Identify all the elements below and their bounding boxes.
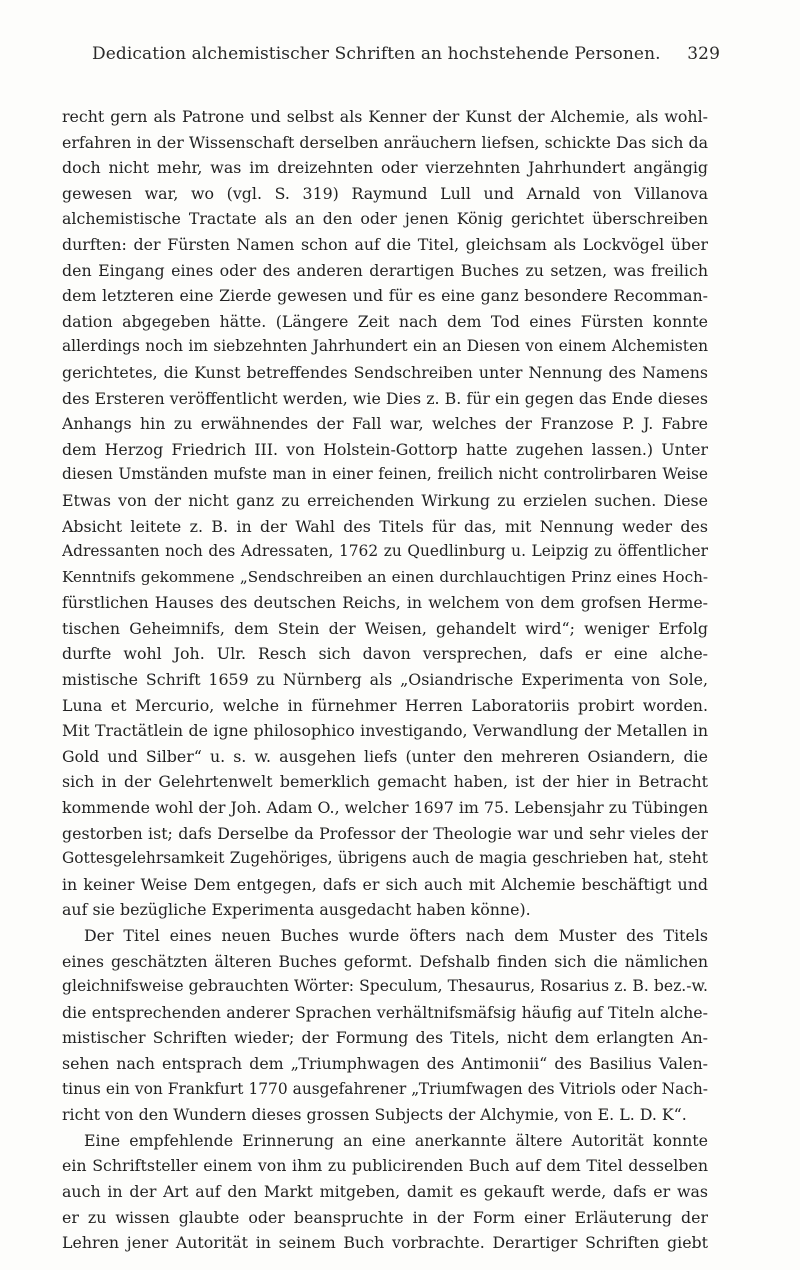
text-line: sich in der Gelehrtenwelt bemerklich gemacht haben, ist der hier in Betracht [62,772,708,792]
text-line: den Eingang eines oder des anderen derartigen Buches zu setzen, was freilich [62,260,708,280]
paragraph-last-line: richt von den Wundern dieses grossen Subjects der Alchymie, von E. L. D. K“. [62,1105,687,1125]
text-line: des Ersteren veröffentlicht werden, wie Dies z. B. für ein gegen das Ende dieses [62,388,708,408]
text-line: mistische Schrift 1659 zu Nürnberg als „Osiandrische Experimenta von Sole, [62,670,708,690]
text-line: recht gern als Patrone und selbst als Kenner der Kunst der Alchemie, als wohl- [62,107,708,126]
text-line: auch in der Art auf den Markt mitgeben, damit es gekauft werde, dafs er was [62,1181,708,1201]
text-line: Anhangs hin zu erwähnendes der Fall war, welches der Franzose P. J. Fabre [62,414,708,434]
text-line: diesen Umständen mufste man in einer feinen, freilich nicht controlirbaren Weise [62,465,708,484]
text-line: alchemistische Tractate als an den oder jenen König gerichtet überschreiben [62,209,708,229]
text-line: gleichnifsweise gebrauchten Wörter: Speculum, Thesaurus, Rosarius z. B. bez.-w. [62,977,708,996]
text-line: gestorben ist; dafs Derselbe da Professor der Theologie war und sehr vieles der [62,823,708,843]
text-line: tinus ein von Frankfurt 1770 ausgefahrener „Triumfwagen des Vitriols oder Nach- [62,1079,708,1098]
text-line: doch nicht mehr, was im dreizehnten oder vierzehnten Jahrhundert angängig [62,158,708,178]
text-line: ein Schriftsteller einem von ihm zu publicirenden Buch auf dem Titel desselben [62,1156,708,1176]
text-line: er zu wissen glaubte oder beanspruchte in der Form einer Erläuterung der [62,1207,708,1227]
page-number: 329 [687,44,720,64]
text-line: Adressanten noch des Adressaten, 1762 zu Quedlinburg u. Leipzig zu öffentlicher [62,542,708,561]
text-line: tischen Geheimnifs, dem Stein der Weisen, gehandelt wird“; weniger Erfolg [62,618,708,638]
text-line: kommende wohl der Joh. Adam O., welcher 1697 im 75. Lebensjahr zu Tübingen [62,798,708,818]
text-line: Absicht leitete z. B. in der Wahl des Titels für das, mit Nennung weder des [62,516,708,536]
text-line: durften: der Fürsten Namen schon auf die Titel, gleichsam als Lockvögel über [62,234,708,254]
text-line: durfte wohl Joh. Ulr. Resch sich davon versprechen, dafs er eine alche- [62,644,708,664]
text-line: die entsprechenden anderer Sprachen verhältnifsmäfsig häufig auf Titeln alche- [62,1002,708,1022]
text-line: Kenntnifs gekommene „Sendschreiben an einen durchlauchtigen Prinz eines Hoch- [62,567,708,586]
text-line: dem letzteren eine Zierde gewesen und für es eine ganz besondere Recomman- [62,286,708,306]
text-line: gerichtetes, die Kunst betreffendes Sendschreiben unter Nennung des Namens [62,362,708,382]
text-line: Luna et Mercurio, welche in fürnehmer Herren Laboratoriis probirt worden. [62,695,708,715]
text-line: dem Herzog Friedrich III. von Holstein-Gottorp hatte zugehen lassen.) Unter [62,439,708,459]
paragraph-first-line: Der Titel eines neuen Buches wurde öfters nach dem Muster des Titels [84,926,708,945]
text-line: eines geschätzten älteren Buches geformt. Defshalb finden sich die nämlichen [62,951,708,971]
text-line: allerdings noch im siebzehnten Jahrhundert ein an Diesen von einem Alchemisten [62,337,708,356]
text-line: fürstlichen Hauses des deutschen Reichs, in welchem von dem grofsen Herme- [62,593,708,613]
text-line: dation abgegeben hätte. (Längere Zeit nach dem Tod eines Fürsten konnte [62,311,708,331]
text-line: erfahren in der Wissenschaft derselben anräuchern liefsen, schickte Das sich da [62,132,708,152]
running-head-title: Dedication alchemistischer Schriften an hochstehende Personen. [92,44,661,64]
text-line: mistischer Schriften wieder; der Formung des Titels, nicht dem erlangten An- [62,1028,708,1048]
text-line: Gold und Silber“ u. s. w. ausgehen liefs (unter den mehreren Osiandern, die [62,746,708,766]
text-line: sehen nach entsprach dem „Triumphwagen des Antimonii“ des Basilius Valen- [62,1053,708,1073]
text-line: gewesen war, wo (vgl. S. 319) Raymund Lull und Arnald von Villanova [62,183,708,203]
text-line: Lehren jener Autorität in seinem Buch vorbrachte. Derartiger Schriften giebt [62,1233,708,1253]
paragraph-last-line: auf sie bezügliche Experimenta ausgedacht haben könne). [62,900,531,920]
body-text [62,104,708,1256]
text-line: Etwas von der nicht ganz zu erreichenden Wirkung zu erzielen suchen. Diese [62,490,708,510]
text-line: Gottesgelehrsamkeit Zugehöriges, übrigens auch de magia geschrieben hat, steht [62,849,708,868]
paragraph-first-line: Eine empfehlende Erinnerung an eine anerkannte ältere Autorität konnte [84,1130,708,1150]
text-line: in keiner Weise Dem entgegen, dafs er sich auch mit Alchemie beschäftigt und [62,874,708,894]
running-head [92,44,720,74]
text-line: Mit Tractätlein de igne philosophico investigando, Verwandlung der Metallen in [62,721,708,741]
